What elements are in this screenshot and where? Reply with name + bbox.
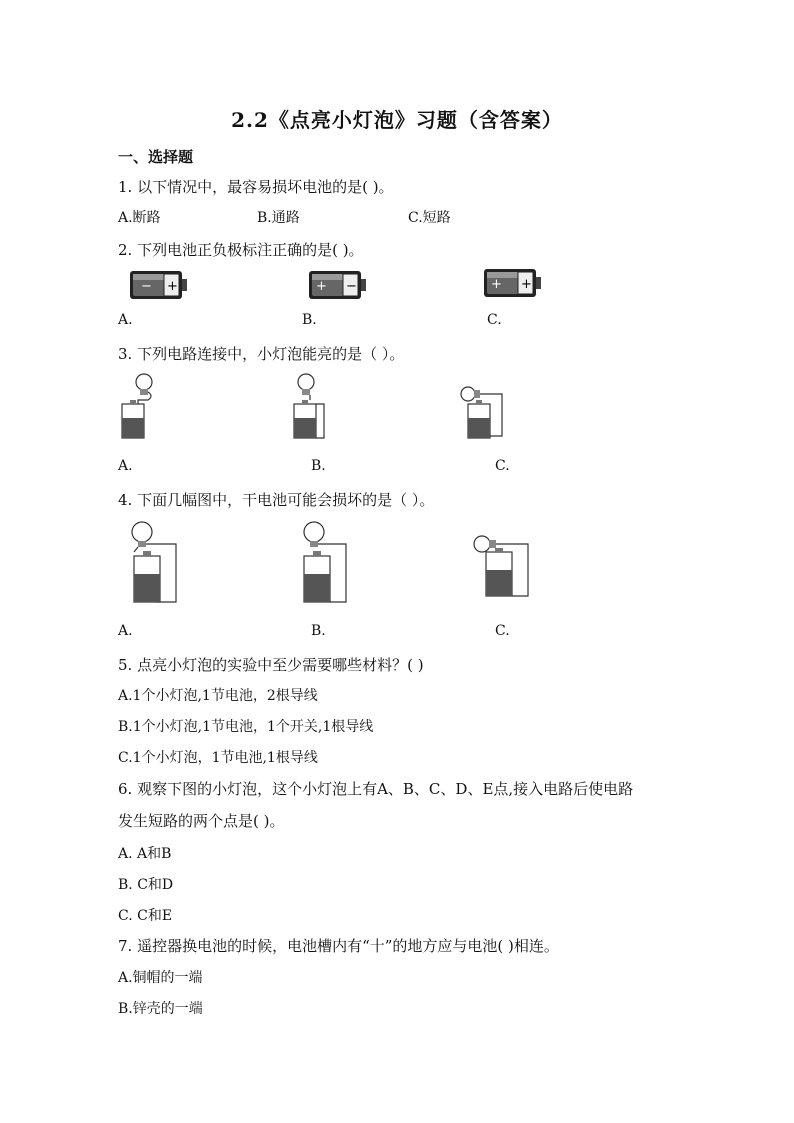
battery-figure-a	[128, 268, 190, 302]
circuit-figure-3b	[290, 370, 340, 442]
q6-option-c: C. C和E	[118, 908, 173, 924]
section-heading: 一、选择题	[118, 148, 194, 166]
q2-option-b: B.	[302, 312, 317, 328]
circuit-figure-4a	[118, 518, 188, 608]
question-4: 4. 下面几幅图中，干电池可能会损坏的是（ ）。	[118, 491, 435, 509]
q5-option-a: A.1个小灯泡,1节电池，2根导线	[118, 688, 318, 704]
question-6-line-2: 发生短路的两个点是( )。	[118, 812, 285, 830]
circuit-figure-3a	[118, 370, 168, 442]
circuit-figure-3c	[458, 378, 508, 442]
q7-option-a: A.铜帽的一端	[118, 970, 203, 986]
q4-option-a: A.	[118, 623, 133, 639]
battery-figure-c	[482, 266, 544, 300]
minus-mark: −	[141, 279, 152, 294]
q3-option-c: C.	[495, 458, 510, 474]
plus-mark: +	[491, 277, 502, 292]
circuit-figure-4b	[290, 518, 360, 608]
q4-option-b: B.	[311, 623, 326, 639]
q1-option-c: C.短路	[408, 210, 451, 226]
q3-option-a: A.	[118, 458, 133, 474]
q5-option-c: C.1个小灯泡，1节电池,1根导线	[118, 750, 318, 766]
minus-mark: −	[346, 279, 357, 294]
q5-option-b: B.1个小灯泡,1节电池，1个开关,1根导线	[118, 719, 374, 735]
question-2: 2. 下列电池正负极标注正确的是( )。	[118, 241, 364, 259]
question-5: 5. 点亮小灯泡的实验中至少需要哪些材料？( )	[118, 656, 424, 674]
q4-option-c: C.	[495, 623, 510, 639]
q1-option-b: B.通路	[257, 210, 300, 226]
q2-option-a: A.	[118, 312, 133, 328]
q1-option-a: A.断路	[118, 210, 161, 226]
question-7: 7. 遥控器换电池的时候，电池槽内有“十”的地方应与电池( )相连。	[118, 937, 559, 955]
circuit-figure-4c	[470, 530, 540, 602]
q3-option-b: B.	[311, 458, 326, 474]
question-3: 3. 下列电路连接中，小灯泡能亮的是（ ）。	[118, 345, 405, 363]
question-6-line-1: 6. 观察下图的小灯泡，这个小灯泡上有A、B、C、D、E点,接入电路后使电路	[118, 780, 634, 798]
q6-option-b: B. C和D	[118, 877, 174, 893]
plus-mark: +	[521, 277, 532, 292]
page-title: 2.2《点亮小灯泡》习题（含答案）	[231, 108, 563, 132]
question-1: 1. 以下情况中，最容易损坏电池的是( )。	[118, 178, 394, 196]
battery-figure-b	[307, 268, 369, 302]
plus-mark: +	[316, 279, 327, 294]
plus-mark: +	[167, 279, 178, 294]
q6-option-a: A. A和B	[118, 846, 172, 862]
q7-option-b: B.锌壳的一端	[118, 1001, 203, 1017]
q2-option-c: C.	[487, 312, 502, 328]
